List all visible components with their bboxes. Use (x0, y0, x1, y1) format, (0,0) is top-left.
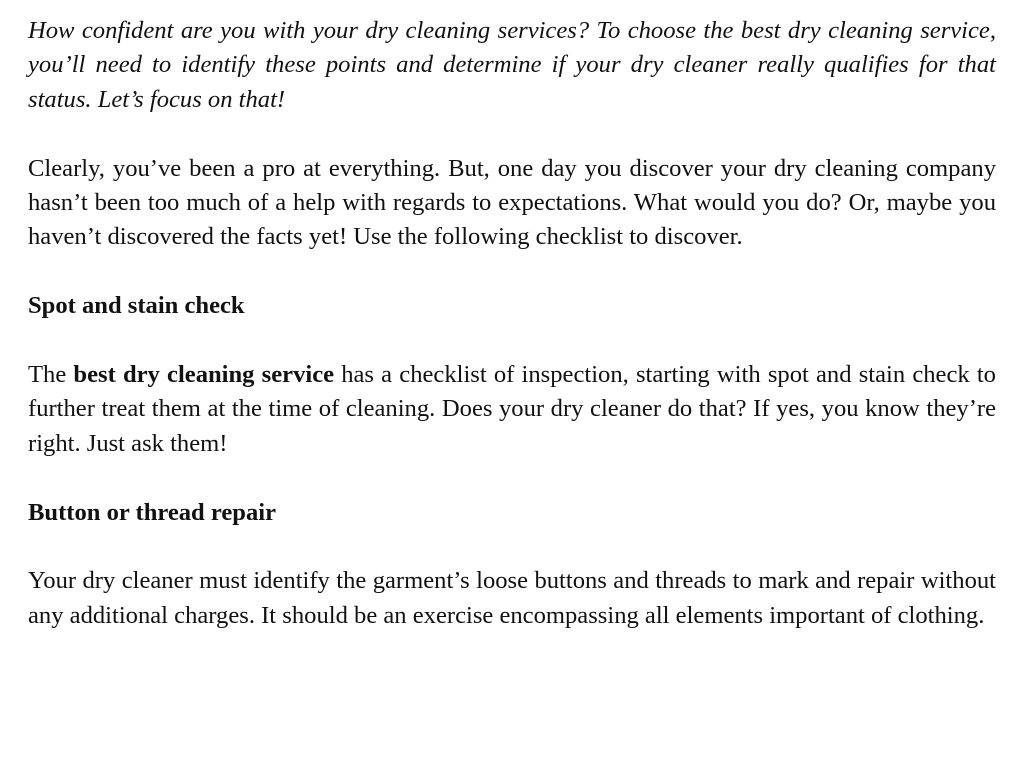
paragraph-suffix: has a checklist of inspection, starting with spot and stain check to further treat them at the time of cleaning. Does your dry cleaner do that? If yes, you know they’re right. Just ask them! (28, 361, 996, 457)
paragraph-prefix: The (28, 361, 74, 389)
spacer (28, 324, 996, 358)
spacer (28, 530, 996, 564)
section-heading-button-thread: Button or thread repair (28, 498, 276, 526)
section-heading-spot-stain: Spot and stain check (28, 292, 245, 320)
body-paragraph-2: Clearly, you’ve been a pro at everything. But, one day you discover your dry cleaning company hasn’t been too much of a help with regards to expectations. What would you do? Or, maybe you haven’t discovered the facts yet! Use the following checklist to discover. (28, 154, 996, 251)
section-paragraph-spot-stain (28, 358, 996, 461)
intro-paragraph: How confident are you with your dry cleaning services? To choose the best dry cleaning service, you’ll need to identify these points and determine if your dry cleaner really qualifies for that status. Let’s focus on that! (28, 17, 996, 113)
spacer (28, 461, 996, 495)
section-paragraph-button-thread: Your dry cleaner must identify the garment’s loose buttons and threads to mark and repair without any additional charges. It should be an exercise encompassing all elements important of clothing. (28, 567, 996, 629)
spacer (28, 117, 996, 151)
bold-phrase: best dry cleaning service (73, 361, 335, 389)
spacer (28, 255, 996, 289)
